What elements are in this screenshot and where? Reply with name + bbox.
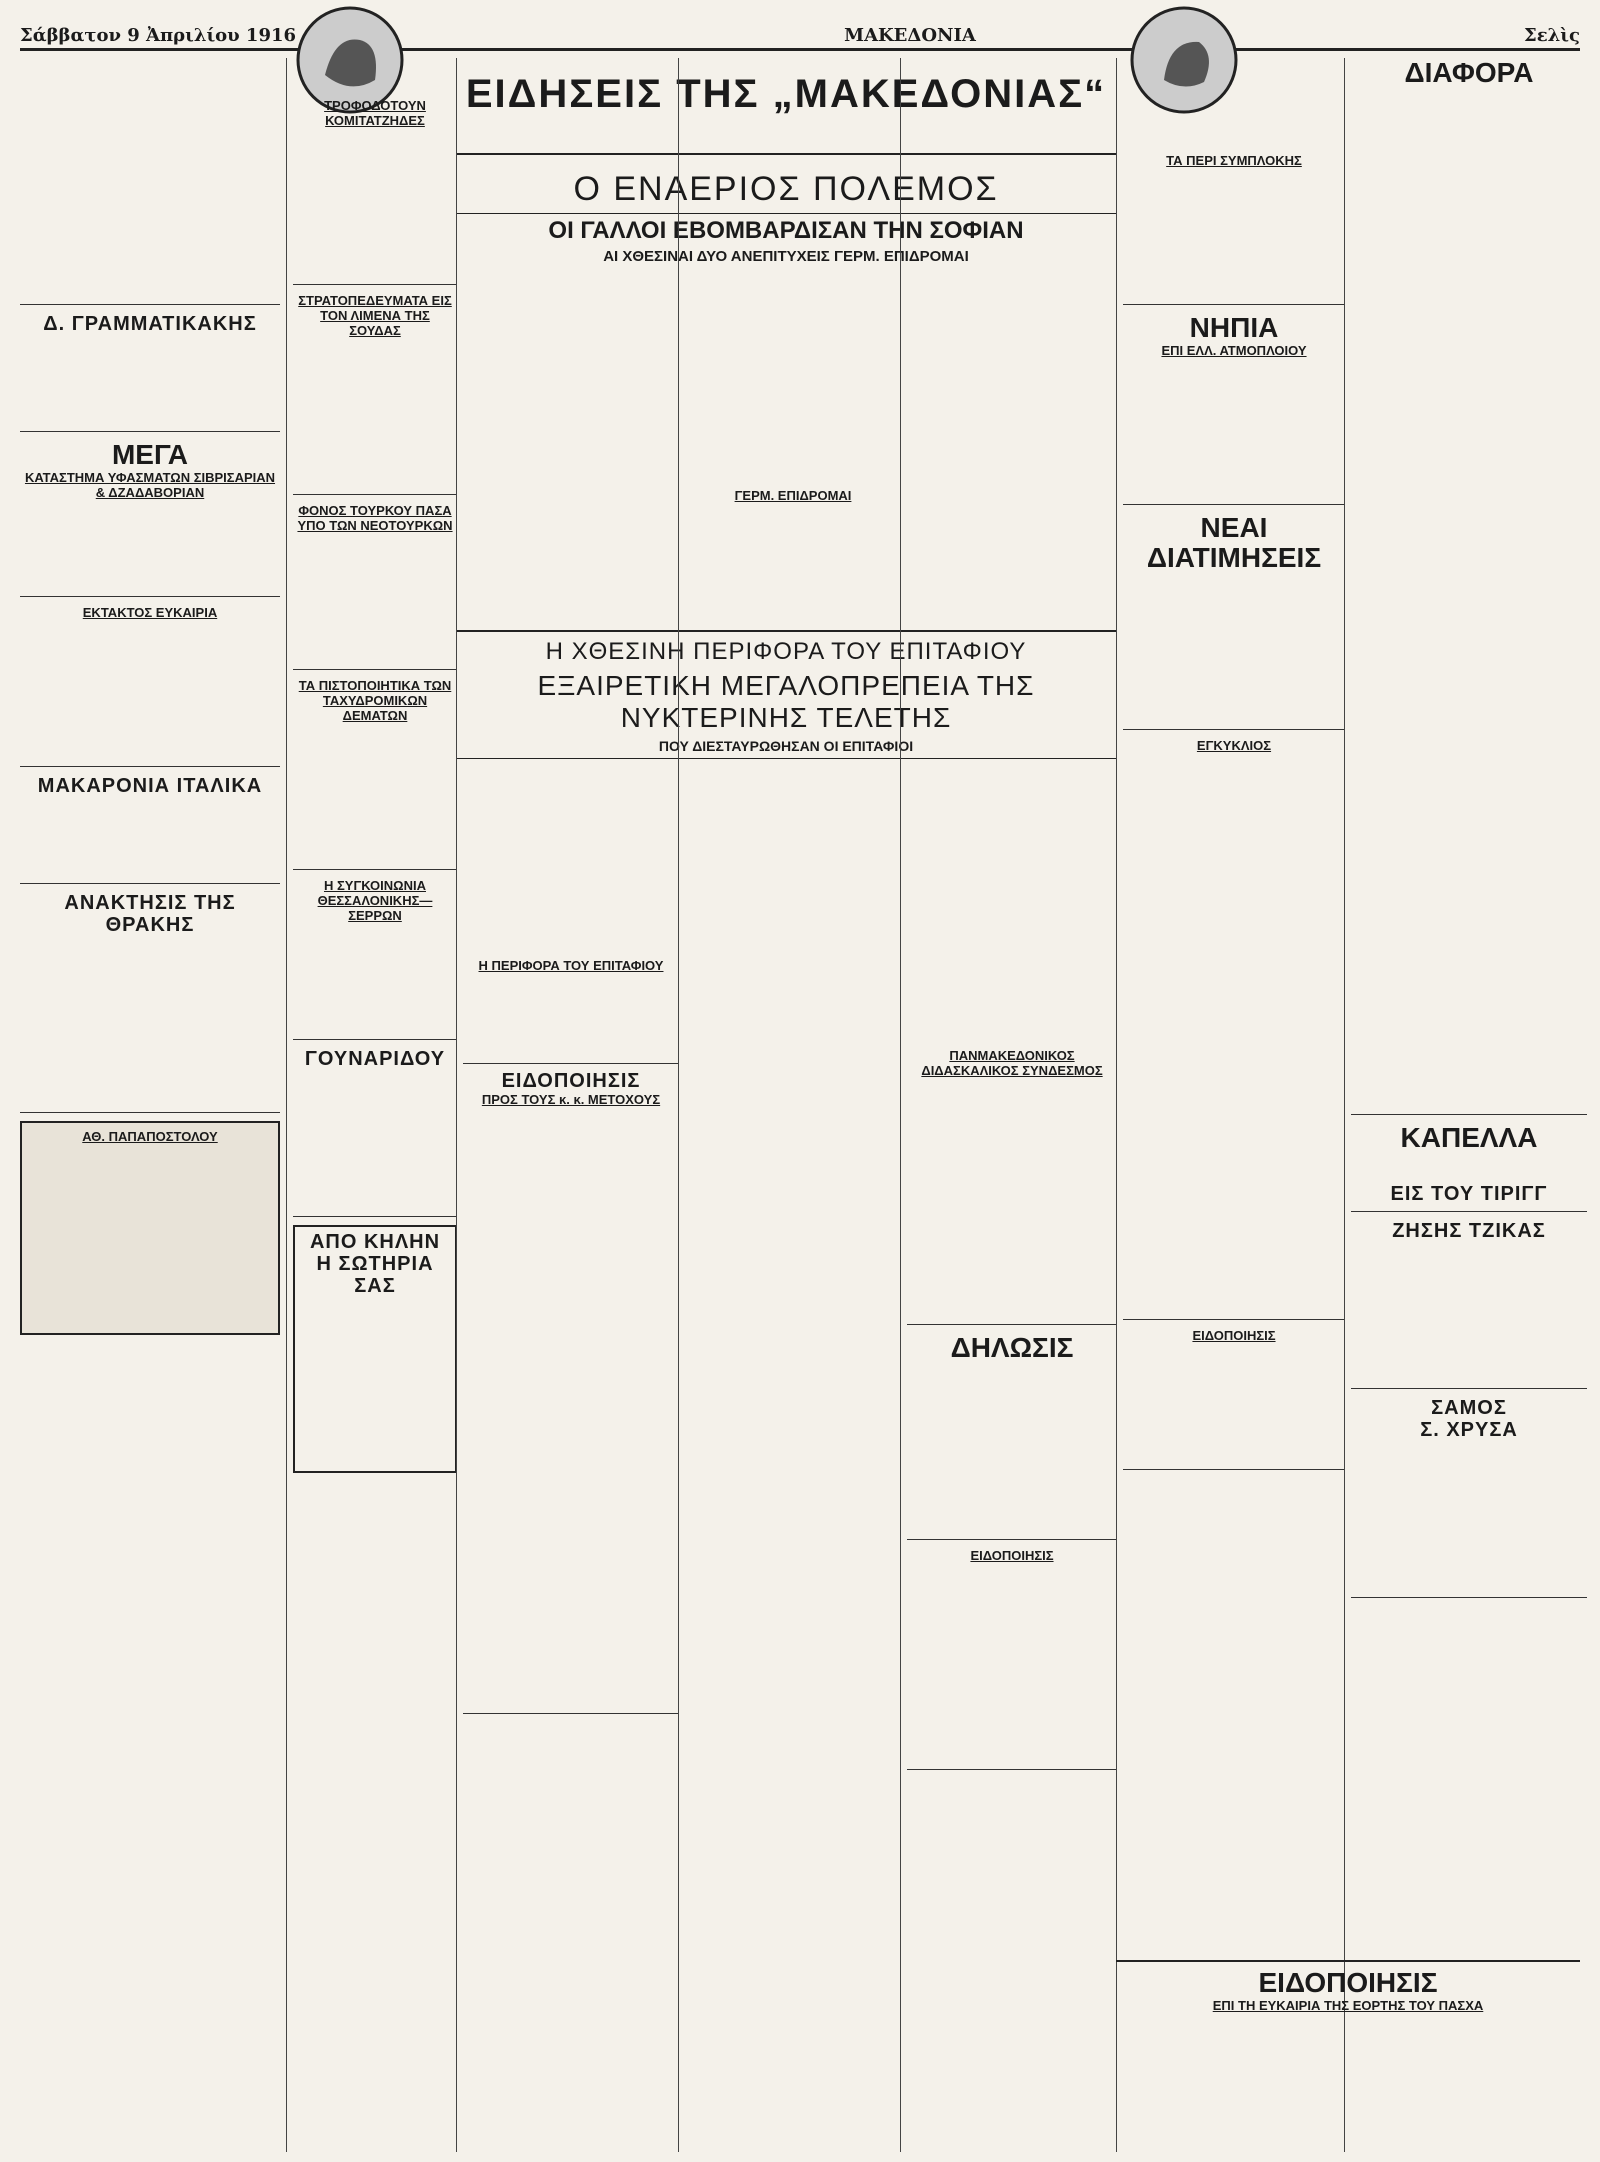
war-article-body-left: [463, 258, 679, 618]
page-label: Σελὶς: [1524, 24, 1580, 46]
diafora-section: [1351, 58, 1587, 1115]
column-6: [1116, 58, 1351, 2152]
masthead-title: ΕΙΔΗΣΕΙΣ ΤΗΣ „ΜΑΚΕΔΟΝΙΑΣ“: [465, 72, 1107, 116]
makaronia-title: ΜΑΚΑΡΟΝΙΑ ΙΤΑΛΙΚΑ: [37, 775, 263, 797]
epitaph-deck: ΠΟΥ ΔΙΕΣΤΑΥΡΩΘΗΣΑΝ ΟΙ ΕΠΙΤΑΦΙΟΙ: [456, 738, 1116, 759]
perifora-subhead: Η ΠΕΡΙΦΟΡΑ ΤΟΥ ΕΠΙΤΑΦΙΟΥ: [478, 958, 664, 973]
anaktisis-title: ΑΝΑΚΤΗΣΙΣ ΤΗΣ ΘΡΑΚΗΣ: [64, 892, 236, 936]
pistopoiitika-title: ΤΑ ΠΙΣΤΟΠΟΙΗΤΙΚΑ ΤΩΝ ΤΑΧΥΔΡΟΜΙΚΩΝ ΔΕΜΑΤΩΝ: [298, 678, 452, 723]
fonos-title: ΦΟΝΟΣ ΤΟΥΡΚΟΥ ΠΑΣΑ ΥΠΟ ΤΩΝ ΝΕΟΤΟΥΡΚΩΝ: [297, 503, 453, 533]
epitaph-headline: Η ΧΘΕΣΙΝΗ ΠΕΡΙΦΟΡΑ ΤΟΥ ΕΠΙΤΑΦΙΟΥ: [545, 638, 1027, 665]
kapella-ad: [1351, 1123, 1587, 1212]
nipia-title: ΝΗΠΙΑ: [1189, 312, 1279, 343]
nipia-article: [1123, 313, 1345, 505]
pistopoiitika-article: [293, 678, 457, 870]
war-deck: ΑΙ ΧΘΕΣΙΝΑΙ ΔΥΟ ΑΝΕΠΙΤΥΧΕΙΣ ΓΕΡΜ. ΕΠΙΔΡΟΜΑΙ: [603, 248, 969, 265]
papapostolou-label: ΑΘ. ΠΑΠΑΠΟΣΤΟΛΟΥ: [82, 1129, 218, 1144]
column-1: [20, 58, 286, 2152]
running-head: [20, 22, 1580, 51]
war-article-body-middle: [685, 258, 901, 488]
kili-title: ΑΠΟ ΚΗΛΗΝ: [309, 1231, 441, 1253]
col6-eidop-notice: [1123, 1328, 1345, 1470]
ektaktos-title: ΕΚΤΑΚΤΟΣ ΕΥΚΑΙΡΙΑ: [82, 605, 218, 620]
tirigg-title: ΕΙΣ ΤΟΥ ΤΙΡΙΓΓ: [1390, 1183, 1548, 1205]
egkyklios-article: [1123, 738, 1345, 1320]
easter-notice: [1116, 1960, 1580, 2103]
column-5: [900, 58, 1123, 2152]
diafora-title: ΔΙΑΦΟΡΑ: [1404, 58, 1534, 88]
diatimiseis-title: ΝΕΑΙ ΔΙΑΤΙΜΗΣΕΙΣ: [1146, 512, 1322, 573]
panmakedonikos-title: ΠΑΝΜΑΚΕΔΟΝΙΚΟΣ ΔΙΔΑΣΚΑΛΙΚΟΣ ΣΥΝΔΕΣΜΟΣ: [921, 1048, 1103, 1078]
epitaph-article-body-middle: [685, 743, 901, 1043]
mega-subtitle: ΚΑΤΑΣΤΗΜΑ ΥΦΑΣΜΑΤΩΝ ΣΙΒΡΙΣΑΡΙΑΝ & ΔΖΑΔΑΒΟΡΙΑΝ: [24, 470, 276, 500]
mega-ad: [20, 440, 280, 597]
column-2: [286, 58, 463, 2152]
papapostolou-illustration: [20, 1121, 280, 1335]
gounaridou-title: ΓΟΥΝΑΡΙΔΟΥ: [304, 1048, 446, 1070]
anaktisis-ad: [20, 892, 280, 1113]
col5-eidop-title: ΕΙΔΟΠΟΙΗΣΙΣ: [970, 1548, 1054, 1563]
mega-title: ΜΕΓΑ: [111, 439, 188, 470]
nipia-subtitle: ΕΠΙ ΕΛΛ. ΑΤΜΟΠΛΟΙΟΥ: [1161, 343, 1307, 358]
symplokes-title: ΤΑ ΠΕΡΙ ΣΥΜΠΛΟΚΗΣ: [1166, 153, 1302, 168]
col6-eidop-title: ΕΙΔΟΠΟΙΗΣΙΣ: [1192, 1328, 1276, 1343]
col5-eidop-notice: [907, 1548, 1117, 1770]
easter-subtitle: ΕΠΙ ΤΗ ΕΥΚΑΙΡΙΑ ΤΗΣ ΕΟΡΤΗΣ ΤΟΥ ΠΑΣΧΑ: [1212, 1998, 1484, 2013]
metochoi-notice: [463, 1063, 679, 1714]
stratopedeymata-title: ΣΤΡΑΤΟΠΕΔΕΥΜΑΤΑ ΕΙΣ ΤΟΝ ΛΙΜΕΝΑ ΤΗΣ ΣΟΥΔΑΣ: [298, 293, 452, 338]
column-7: [1344, 58, 1587, 2152]
soteria-title: Η ΣΩΤΗΡΙΑ ΣΑΣ: [316, 1253, 434, 1297]
symplokes-article: [1123, 153, 1345, 305]
fonos-article: [293, 503, 457, 670]
war-headline: Ο ΕΝΑΕΡΙΟΣ ΠΟΛΕΜΟΣ: [573, 170, 999, 208]
column-4-lower-text: [685, 1043, 901, 1843]
grammatikakis-ad: [20, 313, 280, 432]
epitaph-article-body-left: [463, 748, 679, 958]
grammatikakis-title: Δ. ΓΡΑΜΜΑΤΙΚΑΚΗΣ: [43, 313, 257, 335]
war-article-body-right: [907, 258, 1117, 618]
epitaph-article-body-right: [907, 748, 1117, 1048]
metochoi-subtitle: ΠΡΟΣ ΤΟΥΣ κ. κ. ΜΕΤΟΧΟΥΣ: [481, 1092, 661, 1107]
samos-title: ΣΑΜΟΣ: [1431, 1397, 1507, 1419]
sygkoinonia-title: Η ΣΥΓΚΟΙΝΩΝΙΑ ΘΕΣΣΑΛΟΝΙΚΗΣ—ΣΕΡΡΩΝ: [317, 878, 433, 923]
stratopedeymata-article: [293, 293, 457, 495]
ektaktos-ad: [20, 605, 280, 767]
dilosis-notice: [907, 1333, 1117, 1540]
makaronia-ad: [20, 775, 280, 884]
kili-ad: [293, 1225, 457, 1473]
xrysa-title: Σ. ΧΡΥΣΑ: [1420, 1419, 1518, 1441]
gounaridou-article: [293, 1048, 457, 1217]
paper-name: ΜΑΚΕΔΟΝΙΑ: [844, 24, 976, 46]
egkyklios-title: ΕΓΚΥΚΛΙΟΣ: [1196, 738, 1272, 753]
panmakedonikos-notice: [907, 1048, 1117, 1325]
tzikas-ad: [1351, 1220, 1587, 1389]
kapella-title: ΚΑΠΕΛΛΑ: [1400, 1122, 1538, 1153]
trofodotoun-article: [293, 98, 457, 285]
metochoi-title: ΕΙΔΟΠΟΙΗΣΙΣ: [501, 1070, 641, 1092]
trofodotoun-title: ΤΡΟΦΟΔΟΤΟΥΝ ΚΟΜΙΤΑΤΖΗΔΕΣ: [324, 98, 426, 128]
germ-subhead: ΓΕΡΜ. ΕΠΙΔΡΟΜΑΙ: [734, 488, 852, 503]
dilosis-title: ΔΗΛΩΣΙΣ: [950, 1332, 1074, 1363]
column-3: [456, 58, 685, 2152]
column-1-top-text: [20, 58, 280, 305]
tzikas-title: ΖΗΣΗΣ ΤΖΙΚΑΣ: [1392, 1220, 1546, 1242]
issue-date: Σάββατον 9 Ἀπριλίου 1916: [20, 24, 297, 46]
war-subheadline: ΟΙ ΓΑΛΛΟΙ ΕΒΟΜΒΑΡΔΙΣΑΝ ΤΗΝ ΣΟΦΙΑΝ: [456, 213, 1116, 245]
samos-ad: [1351, 1397, 1587, 1598]
column-4: [678, 58, 907, 2152]
easter-title: ΕΙΔΟΠΟΙΗΣΙΣ: [1258, 1967, 1438, 1998]
sygkoinonia-article: [293, 878, 457, 1040]
epitaph-subheadline: ΕΞΑΙΡΕΤΙΚΗ ΜΕΓΑΛΟΠΡΕΠΕΙΑ ΤΗΣ ΝΥΚΤΕΡΙΝΗΣ ΤΕΛΕΤΗΣ: [537, 670, 1035, 733]
diatimiseis-article: [1123, 513, 1345, 730]
